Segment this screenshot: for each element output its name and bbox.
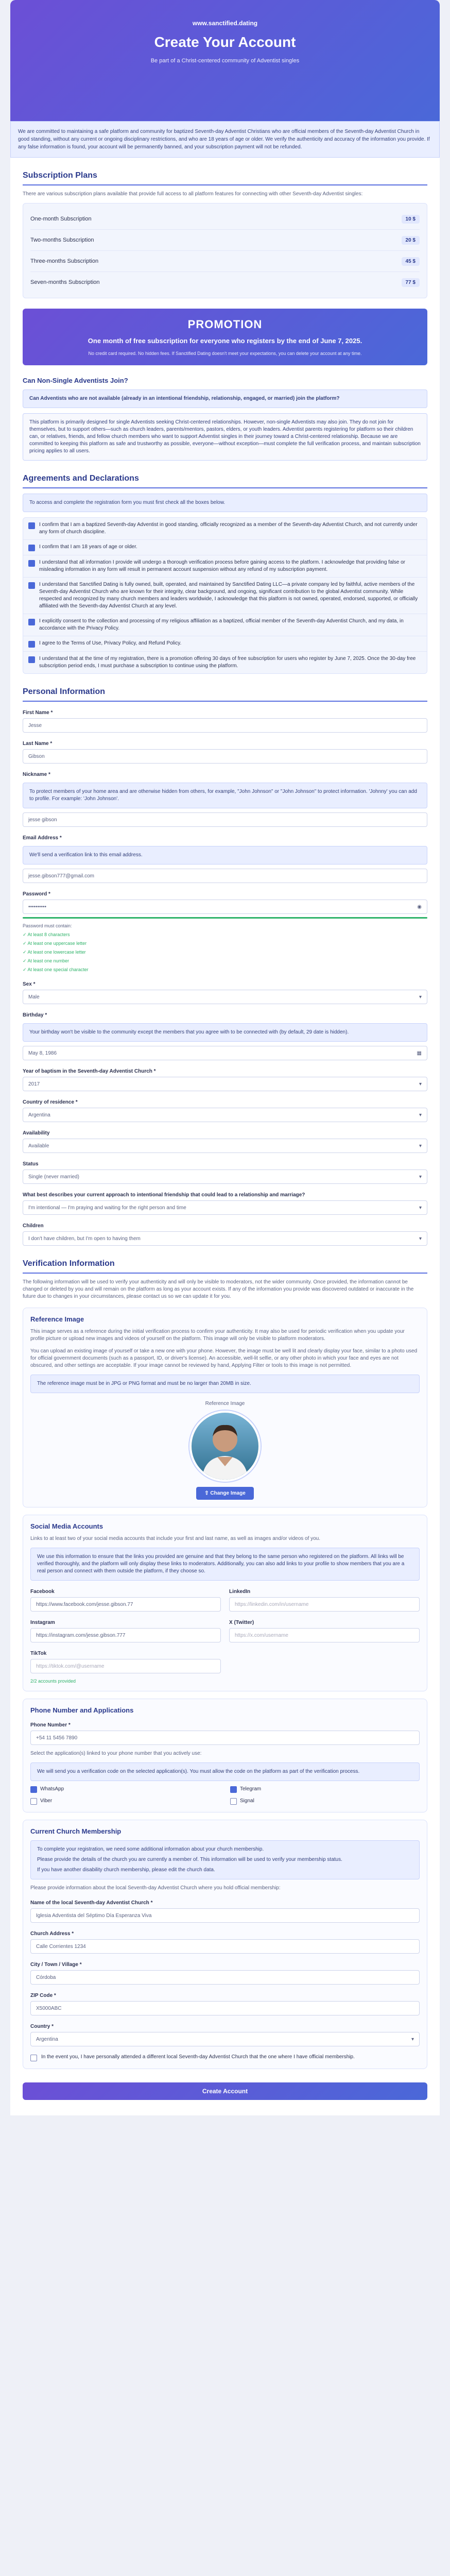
social-section [23,1515,427,1691]
agreement-item[interactable]: I agree to the Terms of Use, Privacy Policy, and Refund Policy. [23,636,427,652]
sex-label: Sex * [23,981,36,987]
page-subtitle: Be part of a Christ-centered community of Adventist singles [150,58,300,64]
last-name-label: Last Name * [23,741,53,747]
checkbox[interactable] [28,560,35,567]
facebook-label: Facebook [30,1589,55,1595]
calendar-icon: ▦ [417,1050,422,1056]
verification-intro: The following information will be used to verify your authenticity and will only be visible to moderators, not the wider community. Once provided, the information cannot be changed or deleted by you and will remain on the platform as long as your account exists. If any of the information you provide was discovered outdated or inaccurate in the future due to changes in your circumstances, please contact us so we can update it for you. [23,1279,414,1299]
plan-name: One-month Subscription [30,216,92,222]
avatar-preview [30,1400,420,1500]
password-strength-bar [23,917,427,919]
password-req: ✓ At least one lowercase letter [23,950,86,955]
instagram-input[interactable]: https://instagram.com/jesse.gibson.777 [30,1628,221,1642]
chevron-down-icon: ▾ [419,1235,422,1242]
agreement-item[interactable]: I understand that Sanctified Dating is fully owned, built, operated, and maintained by Sanctified Dating LLC—a private company led by faithful, active members of the Seventh-day Adventist Church who are known for their integrity, clear background, and ongoing, significant contribution to the global Adventist community. While respected and recognized by many church members and leaders worldwide, I acknowledge that this platform is not owned, operated, endorsed, supported, or officially affiliated with the Seventh-day Adventist Church at any level. [23,578,427,614]
church-address-input[interactable]: Calle Corrientes 1234 [30,1939,420,1954]
chevron-down-icon: ▾ [419,1143,422,1149]
agreements-notice: To access and complete the registration form you must first check all the boxes below. [23,494,427,512]
church-country-select[interactable]: Argentina ▾ [30,2032,420,2046]
birthday-label: Birthday * [23,1012,47,1018]
agreements-list [23,517,427,674]
chevron-down-icon: ▾ [411,2036,414,2042]
checkbox[interactable] [230,1798,237,1805]
last-name-input[interactable]: Gibson [23,749,427,764]
email-input[interactable]: jesse.gibson777@gmail.com [23,869,427,883]
church-country-label: Country * [30,2024,54,2029]
checkbox[interactable] [28,656,35,663]
promo-text: One month of free subscription for everyone who registers by the end of June 7, 2025. [88,337,362,345]
ref-notice: The reference image must be in JPG or PNG format and must be no larger than 20MB in size. [30,1375,420,1393]
hero-header [10,0,440,121]
plan-price: 45 $ [402,257,420,266]
plan-name: Two-months Subscription [30,237,94,243]
app-option-whatsapp[interactable]: WhatsApp [30,1785,220,1793]
subscription-desc: There are various subscription plans available that provide full access to all platform features for connecting with other Seventh-day Adventist singles: [23,191,363,197]
agreement-item[interactable]: I confirm that I am a baptized Seventh-day Adventist in good standing, officially recognized as a member of the Seventh-day Adventist Church, and not currently under any form of church discipline. [23,518,427,540]
x-label: X (Twitter) [229,1620,254,1625]
phone-input[interactable]: +54 11 5456 7890 [30,1731,420,1745]
promo-note: No credit card required. No hidden fees. If Sanctified Dating doesn't meet your expectations, you can delete your account at any time. [88,351,362,356]
agreement-item[interactable]: I understand that all information I provide will undergo a thorough verification process before gaining access to the platform. I acknowledge that providing false or misleading information in any form will result in permanent account suspension without any refund of my subscription payment. [23,555,427,578]
intent-select[interactable]: I'm intentional — I'm praying and waiting for the right person and time ▾ [23,1200,427,1215]
status-label: Status [23,1161,39,1167]
chevron-down-icon: ▾ [419,994,422,1000]
checkbox[interactable] [30,1786,37,1793]
password-req: ✓ At least one special character [23,967,89,972]
upload-icon: ⇧ [204,1490,209,1496]
nonsda-notice: Can Adventists who are not available (already in an intentional friendship, relationship, engaged, or married) join the platform? [23,389,427,408]
checkbox[interactable] [28,582,35,589]
nickname-notice: To protect members of your home area and are otherwise hidden from others, for example, "John Johnson" or "John Johnson" to protect information. 'Johnny' you can add to profile. For example: 'John Johnson'. [23,783,427,808]
section-verification-heading: Verification Information [23,1246,427,1274]
church-notice: To complete your registration, we need some additional information about your church membership. Please provide the details of the church you are currently a member of. This information will be used to verify your membership status. If you have another disability church membership, please edit the church data. [30,1840,420,1879]
ref-heading: Reference Image [30,1315,84,1323]
agreement-item[interactable]: I understand that at the time of my registration, there is a promotion offering 30 days of free subscription for users who register by June 7, 2025. Once the 30-day free subscription period ends, I must purchase a subscription to continue using the platform. [23,652,427,673]
section-agreements-heading: Agreements and Declarations [23,461,427,488]
form-container [10,121,440,2115]
phone-label: Phone Number * [30,1722,71,1728]
nonsda-text: This platform is primarily designed for single Adventists seeking Christ-centered relationships. However, non-single Adventists may also join. They do not join for themselves, but to support others—such as church leaders, parents/mentors, pastors, elders, or youth leaders. Adventist parents registering for platform so their children can, or relatives, friends, and fellow church members who want to support Adventist singles in their journey toward a Christ-centered relationship. Because we are committed to keeping this platform as safe and trustworthy as possible, everyone—without exception—must complete the full verification process, and maintain subscription pricing applies to all users. [23,413,427,461]
social-text: Links to at least two of your social media accounts that include your first and last name, as well as images and/or videos of you. [30,1536,321,1541]
checkbox[interactable] [28,545,35,551]
nickname-label: Nickname * [23,772,50,777]
sex-select[interactable]: Male ▾ [23,990,427,1004]
intent-label: What best describes your current approach to intentional friendship that could lead to a relationship and marriage? [23,1192,305,1198]
app-option-viber[interactable]: Viber [30,1797,220,1805]
section-personal-heading: Personal Information [23,674,427,702]
status-select[interactable]: Single (never married) ▾ [23,1170,427,1184]
plan-item [30,209,420,230]
ref-text: This image serves as a reference during the initial verification process to confirm your authenticity. It may also be used for periodic verification when you update your profile picture or upload new images and videos of yourself on the platform. This image will only be visible to platform moderators. [30,1329,405,1342]
social-count: 2/2 accounts provided [30,1679,76,1684]
app-option-telegram[interactable]: Telegram [230,1785,420,1793]
chevron-down-icon: ▾ [419,1081,422,1087]
page-title: Create Your Account [154,34,296,50]
country-label: Country of residence * [23,1099,78,1105]
first-name-input[interactable]: Jesse [23,718,427,733]
social-notice: We use this information to ensure that the links you provided are genuine and that they belong to the same person who registered on the platform. All links will be verified thoroughly, and the platform will only display these links to moderators. Additionally, you can also add links to your profile to show members that you are a real person and connect with them outside the platform, if they choose so. [30,1548,420,1581]
checkbox[interactable] [230,1786,237,1793]
checkbox[interactable] [28,522,35,529]
email-label: Email Address * [23,835,62,841]
reference-photo [189,1411,261,1482]
country-select[interactable]: Argentina ▾ [23,1108,427,1122]
church-name-label: Name of the local Seventh-day Adventist Church * [30,1900,153,1906]
password-label: Password * [23,891,50,897]
chevron-down-icon: ▾ [419,1112,422,1118]
availability-select[interactable]: Available ▾ [23,1139,427,1153]
plan-item [30,272,420,293]
linkedin-label: LinkedIn [229,1589,251,1595]
phone-heading: Phone Number and Applications [30,1706,134,1714]
change-image-button[interactable]: ⇧ Change Image [196,1487,254,1500]
checkbox[interactable] [30,2055,37,2061]
ref-text2: You can upload an existing image of yourself or take a new one with your phone. However, the image must be well lit and clearly display your face, similar to a photo used for official government documents (such as a passport, ID, or driver's license). An accessible, well-lit selfie, or any other photo in which your face and eyes are not obscured, and other settings are acceptable. If your image cannot be reviewed by hand, Applying Filter or tools to this image is not permitted. [30,1348,418,1368]
church-address-label: Church Address * [30,1931,74,1937]
plan-item [30,230,420,251]
person-photo-icon [192,1413,258,1480]
first-name-label: First Name * [23,710,53,716]
plan-name: Seven-months Subscription [30,279,100,285]
plan-price: 10 $ [402,215,420,224]
apps-options [30,1785,420,1805]
reference-image-section [23,1308,427,1507]
baptism-select[interactable]: 2017 ▾ [23,1077,427,1091]
children-select[interactable]: I don't have children, but I'm open to having them ▾ [23,1231,427,1246]
create-account-button[interactable]: Create Account [23,2082,427,2100]
church-text: Please provide information about the local Seventh-day Adventist Church where you hold official membership: [30,1885,281,1891]
church-zip-input[interactable]: X5000ABC [30,2001,420,2015]
chevron-down-icon: ▾ [419,1174,422,1180]
app-option-signal[interactable]: Signal [230,1797,420,1805]
church-section [23,1820,427,2069]
password-req: ✓ At least 8 characters [23,932,70,937]
baptism-label: Year of baptism in the Seventh-day Adventist Church * [23,1069,156,1074]
church-name-input[interactable]: Iglesia Adventista del Séptimo Día Esperanza Viva [30,1908,420,1923]
church-final-check[interactable]: In the event you, I have personally attended a different local Seventh-day Adventist Church that the one where I have official membership. [30,2046,420,2061]
plan-list [23,203,427,298]
checkbox[interactable] [28,641,35,648]
x-input[interactable]: https://x.com/username [229,1628,420,1642]
tiktok-input[interactable]: https://tiktok.com/@username [30,1659,221,1673]
password-req: ✓ At least one uppercase letter [23,941,87,946]
birthday-notice: Your birthday won't be visible to the community except the members that you agree with to be connected with (by default, 29 date is hidden). [23,1023,427,1042]
chevron-down-icon: ▾ [419,1205,422,1211]
linkedin-input[interactable]: https://linkedin.com/in/username [229,1597,420,1612]
facebook-input[interactable]: https://www.facebook.com/jesse.gibson.77 [30,1597,221,1612]
nickname-input[interactable]: jesse gibson [23,812,427,827]
church-zip-label: ZIP Code * [30,1993,56,1998]
phone-section [23,1699,427,1812]
tiktok-label: TikTok [30,1651,47,1656]
plan-price: 20 $ [402,236,420,245]
agreement-item[interactable]: I explicitly consent to the collection and processing of my religious affiliation as a baptized, official member of the Seventh-day Adventist Church, and my data, in accordance with the Privacy Policy. [23,614,427,636]
section-subscription-heading: Subscription Plans [23,158,427,185]
password-req-title: Password must contain: [23,923,72,928]
eye-icon[interactable]: ◉ [417,904,422,910]
password-req: ✓ At least one number [23,958,70,963]
promo-title: PROMOTION [187,318,263,331]
church-city-label: City / Town / Village * [30,1962,82,1968]
agreement-item[interactable]: I confirm that I am 18 years of age or older. [23,540,427,555]
site-url: www.sanctified.dating [192,20,258,27]
plan-price: 77 $ [402,278,420,287]
plan-name: Three-months Subscription [30,258,99,264]
availability-label: Availability [23,1130,50,1136]
children-label: Children [23,1223,44,1229]
password-input[interactable]: •••••••••• ◉ [23,900,427,914]
apps-text: Select the application(s) linked to your phone number that you actively use: [30,1751,202,1756]
ref-caption: Reference Image [205,1401,245,1406]
promotion-banner [23,309,427,365]
nonsda-heading: Can Non-Single Adventists Join? [23,377,128,384]
church-city-input[interactable]: Córdoba [30,1970,420,1985]
email-notice: We'll send a verification link to this email address. [23,846,427,865]
checkbox[interactable] [30,1798,37,1805]
plan-item [30,251,420,272]
social-heading: Social Media Accounts [30,1522,103,1530]
church-heading: Current Church Membership [30,1827,122,1835]
intro-notice: We are committed to maintaining a safe platform and community for baptized Seventh-day Adventist Christians who are official members of the Seventh-day Adventist Church in good standing, without any current or ongoing disciplinary restrictions, and who are 18 years of age or older. We verify the authenticity and accuracy of the information you provide. If any false information is found, your account will be permanently banned, and your subscription payment will not be refunded. [10,121,440,158]
birthday-input[interactable]: May 8, 1986 ▦ [23,1046,427,1060]
instagram-label: Instagram [30,1620,55,1625]
checkbox[interactable] [28,619,35,625]
apps-notice: We will send you a verification code on the selected application(s). You must allow the code on the platform as part of the verification process. [30,1762,420,1781]
